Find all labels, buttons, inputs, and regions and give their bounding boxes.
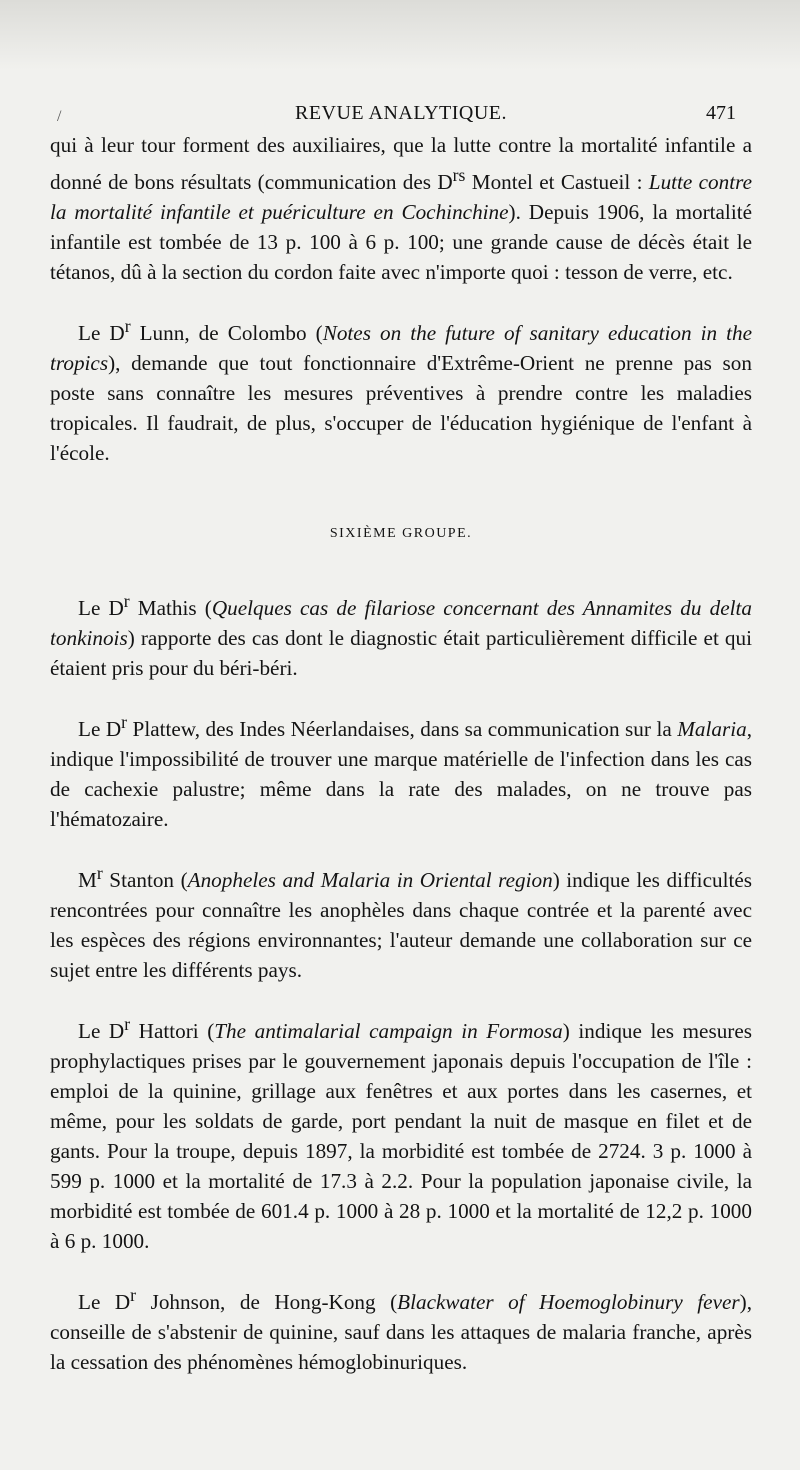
page-number: 471: [706, 102, 736, 124]
paragraph-hattori: Le $D^r$ Hattori (The antimalarial campaign in Formosa) indique les mesures prophylactiques prises par le gouvernement japonais depuis l'occupation de l'île : emploi de la quinine, grillage aux fenêtres et aux portes dans les casernes, et même, pour les soldats de garde, port pendant la nuit de masque en filet et de gants. Pour la troupe, depuis 1897, la morbidité est tombée de 2724. 3 p. 1000 à 599 p. 1000 et la mortalité de 17.3 à 2.2. Pour la population japonaise civile, la morbidité est tombée de 601.4 p. 1000 à 28 p. 1000 et la mortalité de 12,2 p. 1000 à 6 p. 1000.: [50, 1014, 752, 1254]
paragraph-johnson: Le $D^r$ Johnson, de Hong-Kong (Blackwater of Hoemoglobinury fever), conseille de s'abstenir de quinine, sauf dans les attaques de malaria franche, après la cessation des phénomènes hémoglobinuriques.: [50, 1285, 752, 1375]
paragraph-lunn: Le $D^r$ Lunn, de Colombo (Notes on the future of sanitary education in the tropics), demande que tout fonctionnaire d'Extrême-Orient ne prenne pas son poste sans connaître les mesures préventives à prendre contre les maladies tropicales. Il faudrait, de plus, s'occuper de l'éducation hygiénique de l'enfant à l'école.: [50, 316, 752, 466]
running-title: REVUE ANALYTIQUE.: [294, 102, 508, 124]
margin-mark: /: [57, 108, 62, 125]
scan-shading: [0, 0, 800, 70]
running-head: [50, 96, 752, 130]
paragraph-mathis: Le $D^r$ Mathis (Quelques cas de filariose concernant des Annamites du delta tonkinois) rapporte des cas dont le diagnostic était particulièrement difficile et qui étaient pris pour du béri-béri.: [50, 591, 752, 681]
paragraph-infant-mortality: qui à leur tour forment des auxiliaires, que la lutte contre la mortalité infantile a donné de bons résultats (communication des $D^{rs}$ Montel et Castueil : Lutte contre la mortalité infantile et puériculture en Cochinchine). Depuis 1906, la mortalité infantile est tombée de 13 p. 100 à 6 p. 100; une grande cause de décès était le tétanos, dû à la section du cordon faite avec n'importe quoi : tesson de verre, etc.: [50, 133, 752, 285]
paragraph-plattew: Le $D^r$ Plattew, des Indes Néerlandaises, dans sa communication sur la Malaria, indique l'impossibilité de trouver une marque matérielle de l'infection dans les cas de cachexie palustre; même dans la rate des malades, on ne trouve pas l'hématozaire.: [50, 712, 752, 832]
paragraph-stanton: $M^r$ Stanton (Anopheles and Malaria in Oriental region) indique les difficultés rencontrées pour connaître les anophèles dans chaque contrée et la parenté avec les espèces des régions environnantes; l'auteur demande une collaboration sur ce sujet entre les différents pays.: [50, 863, 752, 983]
section-title: SIXIÈME GROUPE.: [329, 526, 473, 542]
